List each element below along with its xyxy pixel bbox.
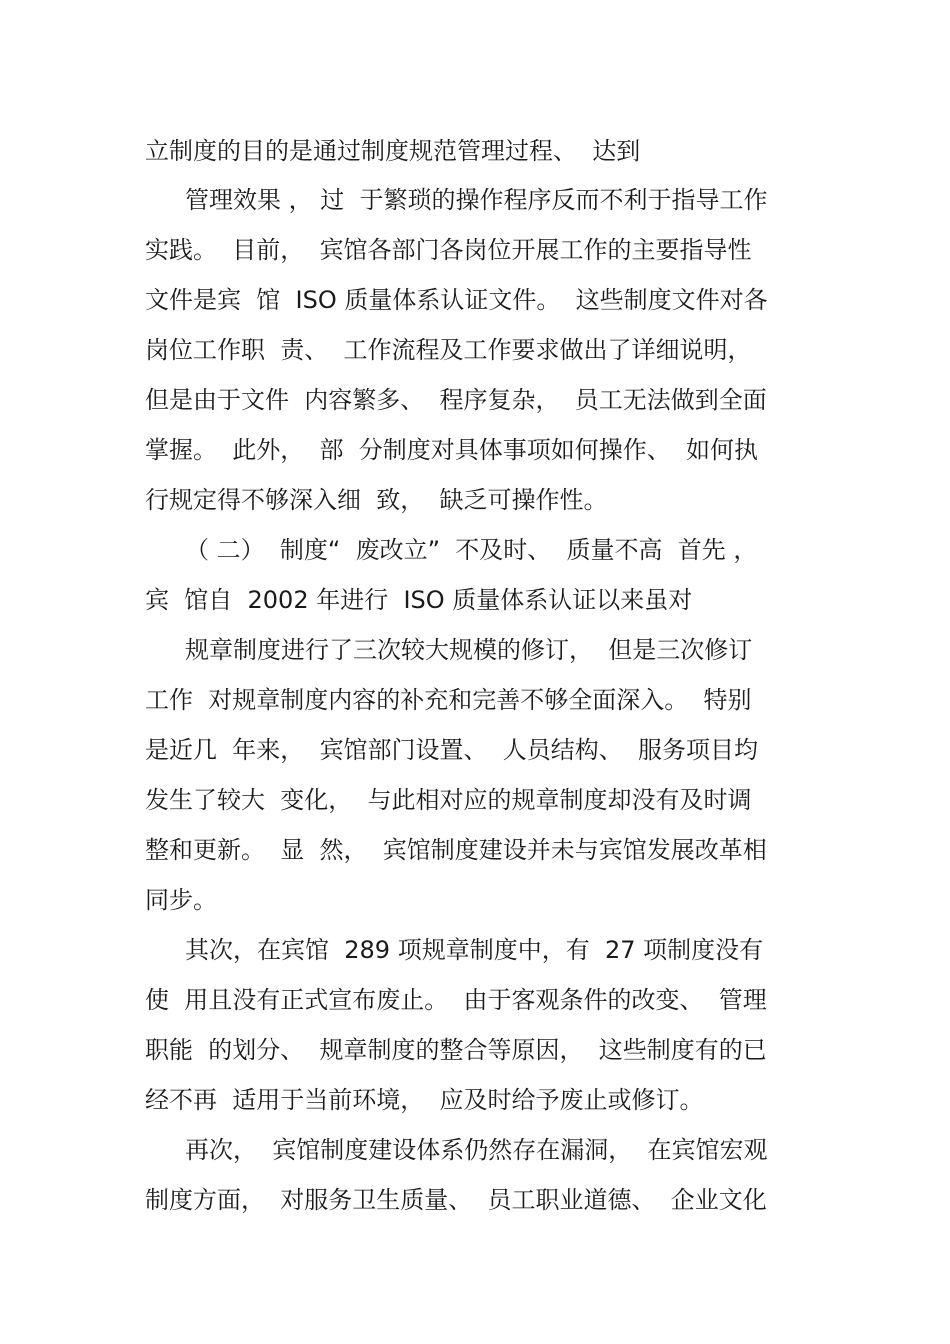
text-line-19: 职能 的划分、 规章制度的整合等原因， 这些制度有的已 [145,1036,767,1064]
text-line-5: 岗位工作职 责、 工作流程及工作要求做出了详细说明， [145,336,752,364]
text-line-7: 掌握。 此外， 部 分制度对具体事项如何操作、 如何执 [145,436,759,464]
section-heading-2: （ 二） 制度“ 废改立” 不及时、 质量不高 首先 ， [185,536,758,564]
text-line-10: 宾 馆自 2002 年进行 ISO 质量体系认证以来虽对 [145,586,693,614]
text-line-11: 规章制度进行了三次较大规模的修订， 但是三次修订 [185,636,753,664]
text-line-21: 再次， 宾馆制度建设体系仍然存在漏洞， 在宾馆宏观 [185,1136,768,1164]
text-line-3: 实践。 目前， 宾馆各部门各岗位开展工作的主要指导性 [145,236,752,264]
text-line-12: 工作 对规章制度内容的补充和完善不够全面深入。 特别 [145,686,752,714]
text-line-15: 整和更新。 显 然， 宾馆制度建设并未与宾馆发展改革相 [145,836,767,864]
text-line-16: 同步。 [145,886,217,914]
text-line-6: 但是由于文件 内容繁多、 程序复杂， 员工无法做到全面 [145,386,767,414]
text-line-1: 立制度的目的是通过制度规范管理过程、 达到 [145,137,641,165]
text-line-18: 使 用且没有正式宣布废止。 由于客观条件的改变、 管理 [145,986,767,1014]
text-line-4: 文件是宾 馆 ISO 质量体系认证文件。 这些制度文件对各 [145,286,768,314]
text-line-2: 管理效果 ， 过 于繁琐的操作程序反而不利于指导工作 [185,186,768,214]
text-line-13: 是近几 年来， 宾馆部门设置、 人员结构、 服务项目均 [145,736,759,764]
text-line-8: 行规定得不够深入细 致， 缺乏可操作性。 [145,486,608,514]
text-line-14: 发生了较大 变化， 与此相对应的规章制度却没有及时调 [145,786,752,814]
text-line-20: 经不再 适用于当前环境， 应及时给予废止或修订。 [145,1086,704,1114]
text-line-22: 制度方面， 对服务卫生质量、 员工职业道德、 企业文化 [145,1186,767,1214]
text-line-17: 其次，在宾馆 289 项规章制度中，有 27 项制度没有 [185,936,764,964]
